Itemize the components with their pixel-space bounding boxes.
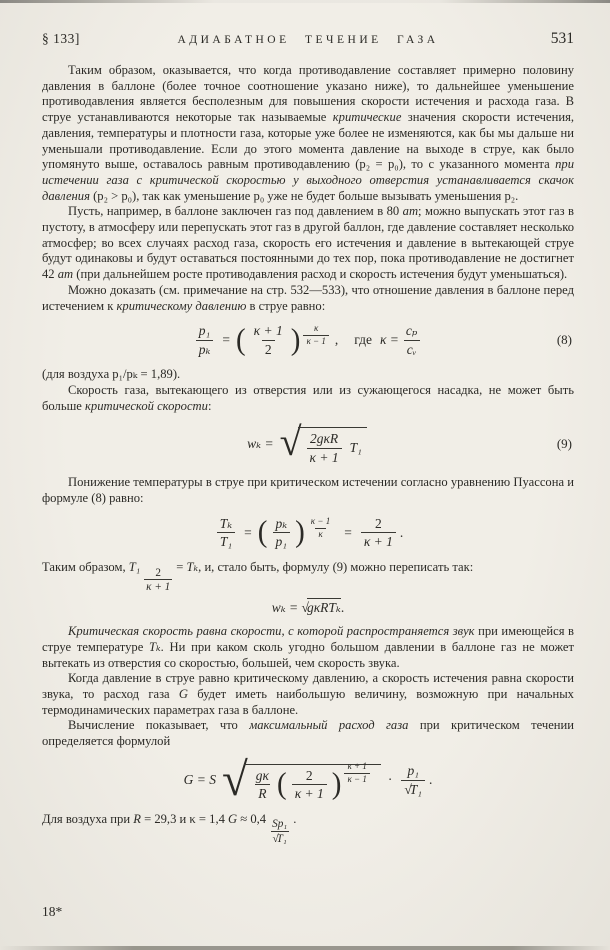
exponent xyxy=(299,319,332,347)
frac-den: 2 xyxy=(262,340,275,358)
text-run-group xyxy=(42,812,266,826)
text-run: при критическом течении определяется формулой xyxy=(42,718,575,749)
pressure-ratio-fraction xyxy=(196,323,214,357)
page-number: 531 xyxy=(550,30,574,47)
frac-num: pₖ xyxy=(275,515,288,531)
text-run: Tₖ xyxy=(186,559,199,574)
comma: , xyxy=(334,332,339,348)
frac-den xyxy=(401,780,425,798)
text-run: Пусть, например, в баллоне заключен газ под давлением в 80 xyxy=(68,204,403,219)
frac-den xyxy=(271,831,289,845)
frac-num: 2 xyxy=(305,767,313,783)
frac-den: T₁ xyxy=(217,532,235,550)
period: . xyxy=(340,600,345,616)
text-run: Для воздуха при xyxy=(42,811,134,826)
radical xyxy=(279,419,367,465)
radicand-fraction xyxy=(307,431,342,465)
equation-8 xyxy=(42,323,574,357)
paragraph-air-approx xyxy=(42,812,574,845)
equation-number: (9) xyxy=(556,436,572,452)
text-run: значения скорости истечения, давления, температуры и плотности газа, которые уже более не изменяются, как бы мы дальше ни уменьшали противодавление. Если до этого момента давление на выходе в струе, как было упомянуто выше, оставалось равным противодавлению (p₂ = p₀), то с указанного момента xyxy=(42,110,575,172)
text-run: = 29,3 и κ = 1,4 xyxy=(140,811,229,826)
paren-open: ( xyxy=(236,322,246,357)
frac-num: Sp₁ xyxy=(272,818,288,831)
frac-num: κ + 1 xyxy=(347,760,367,771)
text-run: R xyxy=(133,811,141,826)
text-run: G xyxy=(178,686,188,701)
frac-den: p₁ xyxy=(273,532,290,550)
frac-num: 2gκR xyxy=(309,431,339,447)
text-run: Когда давление в струе равно критическому давлению, а скорость истечения равна скорости звука, то расход газа xyxy=(42,671,574,701)
text-run: критической скорости xyxy=(85,398,208,413)
section-number: § 133] xyxy=(42,31,80,46)
text-run: Таким образом, оказывается, что когда противодавление составляет примерно половину давления в баллоне (более точное соотношение указано ниже), то дальнейшее уменьшение противодавления является бесполезным для повышения скорости истечения и расхода газа. В струе устанавливаются некоторые так называемые xyxy=(42,63,574,125)
where-label: где xyxy=(354,332,372,348)
page-header xyxy=(42,30,574,48)
radical-sign: √ xyxy=(301,600,308,616)
equation-temperature-ratio xyxy=(42,516,574,550)
paragraph-thus xyxy=(42,560,574,593)
text-run: Таким образом, xyxy=(42,559,129,574)
text-run: , и, стало быть, формулу (9) можно переписать так: xyxy=(198,559,474,574)
gk-over-R-fraction xyxy=(253,768,272,802)
scan-artifact-top xyxy=(0,0,610,3)
text-run: критические xyxy=(332,110,402,125)
frac-den: pₖ xyxy=(196,340,214,358)
paragraph-speed-limit xyxy=(42,383,574,414)
pressure-ratio-fraction xyxy=(272,516,290,550)
exponent xyxy=(304,512,337,540)
paragraph-calculation xyxy=(42,718,574,749)
period: . xyxy=(428,772,433,788)
text-run-group xyxy=(42,560,140,574)
exponent xyxy=(340,757,373,785)
equals-sign: = xyxy=(244,524,252,540)
equation-max-flow xyxy=(42,753,574,806)
text-run: ат xyxy=(57,267,74,282)
text-run: (при дальнейшем росте противодавления расход и скорость истечения будут уменьшаться). xyxy=(73,267,568,282)
paren-open: ( xyxy=(257,515,268,550)
scan-artifact-bottom xyxy=(0,946,610,950)
lhs: G = S xyxy=(183,772,216,788)
radicand: gκRTₖ xyxy=(306,600,341,616)
inline-fraction xyxy=(144,567,172,594)
paren-close: ) xyxy=(331,767,342,802)
frac-den: cᵥ xyxy=(404,340,420,358)
text-run: в струе равно: xyxy=(246,298,326,313)
frac-den: κ + 1 xyxy=(361,532,396,550)
radical-sign: √ xyxy=(404,781,411,797)
frac-den: κ xyxy=(315,528,325,540)
inline-fraction xyxy=(270,818,289,845)
paragraph-max-discharge xyxy=(42,671,574,718)
radical xyxy=(221,753,381,806)
frac-num: 2 xyxy=(155,566,161,579)
frac-num: κ xyxy=(313,323,319,334)
paragraph-example xyxy=(42,204,574,283)
signature-mark: 18* xyxy=(42,904,63,919)
frac-num: gκ xyxy=(255,767,270,783)
result-fraction xyxy=(361,516,396,550)
text-run: при имеющейся в струе температуре xyxy=(42,624,574,654)
frac-num: p₁ xyxy=(407,763,419,779)
radicand xyxy=(298,427,367,465)
text-run: Tₖ xyxy=(149,639,161,654)
text-run: Критическая скорость равна скорости, с которой распространяется звук xyxy=(68,624,475,639)
radical-sign: √ xyxy=(272,832,278,845)
exponent-fraction xyxy=(344,762,369,785)
period: . xyxy=(293,811,297,826)
page-content xyxy=(42,30,574,845)
frac-den: κ + 1 xyxy=(307,448,342,466)
frac-num: cₚ xyxy=(405,323,418,339)
frac-den: R xyxy=(255,784,269,802)
text-run: Скорость газа, вытекающего из отверстия или из сужающегося насадка, не может быть больше xyxy=(42,382,574,413)
multiplication-dot: · xyxy=(387,772,393,788)
temperature-ratio-fraction xyxy=(217,516,235,550)
radical-sign: √ xyxy=(279,419,302,465)
radical-sign: √ xyxy=(221,753,248,806)
text-run: будет иметь наибольшую величину, возможную при начальных термодинамических параметрах газа в баллоне. xyxy=(42,686,574,717)
text-run: ≈ 0,4 xyxy=(237,811,267,826)
text-run: (p₂ > p₀), так как уменьшение p₀ уже не будет больше вызывать уменьшения p₂. xyxy=(89,188,519,203)
frac-num: 2 xyxy=(375,515,382,531)
equation-9 xyxy=(42,419,574,465)
paren-close: ) xyxy=(290,322,301,357)
paragraph-proof-intro xyxy=(42,283,574,314)
frac-num: p₁ xyxy=(198,323,211,339)
text-run: ; можно выпускать этот газ в пустоту, в атмосферу или перепускать этот газ в другой баллон, где давление составляет несколько атмосфер; во всех случаях расход газа, скорость его истечения и давление в вытекающей струе будут одинаковы и будут оставаться постоянными до тех пор, пока противодавление не достигнет 42 xyxy=(42,204,574,282)
paragraph-intro xyxy=(42,63,574,204)
critical-speed-lhs: wₖ = xyxy=(247,436,274,452)
text-run: критическому давлению xyxy=(116,298,247,313)
text-run: максимальный расход газа xyxy=(249,718,409,733)
period: . xyxy=(399,524,404,540)
radicand: T₁ xyxy=(409,781,422,797)
radicand xyxy=(244,760,381,802)
text-run: при истечении газа с критической скоростью у выходного отверстия устанавливается скачок давления xyxy=(42,157,574,203)
pressure-temperature-fraction xyxy=(401,763,425,797)
paren-open: ( xyxy=(277,767,287,802)
text-run: G xyxy=(228,811,238,826)
frac-den: κ + 1 xyxy=(146,580,171,593)
frac-den: κ + 1 xyxy=(292,784,327,802)
frac-num: κ + 1 xyxy=(253,323,283,339)
equals-sign: = xyxy=(222,332,230,348)
frac-num: κ − 1 xyxy=(310,515,331,526)
exponent-fraction xyxy=(303,324,328,347)
heat-capacity-fraction xyxy=(403,323,420,357)
frac-den: κ − 1 xyxy=(344,773,369,785)
paren-close: ) xyxy=(295,515,305,550)
text-run: T₁ xyxy=(128,559,141,574)
equals-sign: = xyxy=(344,524,352,540)
kappa-definition: κ = xyxy=(379,332,399,348)
paragraph-critical-speed-is-sound xyxy=(42,624,574,671)
paragraph-temperature-drop xyxy=(42,475,574,506)
frac-den: κ − 1 xyxy=(303,335,328,347)
text-run: = xyxy=(176,559,187,574)
note-air-ratio xyxy=(42,367,574,383)
text-run: Понижение температуры в струе при критическом истечении согласно уравнению Пуассона и формуле (8) равно: xyxy=(42,475,574,506)
kappa-fraction xyxy=(251,323,286,357)
running-title: АДИАБАТНОЕ ТЕЧЕНИЕ ГАЗА xyxy=(177,34,439,46)
equation-sound-speed xyxy=(42,600,574,616)
text-run: ат xyxy=(402,204,419,219)
two-over-kappa-fraction xyxy=(292,768,327,802)
text-run: . Ни при каком сколь угодно большом давлении в баллоне газ не может вытекать из отверстия со скоростью, большей, чем скорость звука. xyxy=(42,639,575,670)
equation-number: (8) xyxy=(556,332,572,348)
text-run: (для воздуха p₁/pₖ = 1,89). xyxy=(42,367,181,382)
text-run: Можно доказать (см. примечание на стр. 532—533), что отношение давления в баллоне перед истечением к xyxy=(42,282,574,313)
radicand: T₁ xyxy=(276,832,287,845)
lhs: wₖ = xyxy=(271,600,302,616)
text-run: Вычисление показывает, что xyxy=(68,718,250,733)
temperature-term: T₁ xyxy=(349,440,362,456)
exponent-fraction xyxy=(308,517,333,540)
text-run-group xyxy=(176,560,473,574)
text-run: : xyxy=(207,398,212,413)
frac-num: Tₖ xyxy=(219,515,233,531)
